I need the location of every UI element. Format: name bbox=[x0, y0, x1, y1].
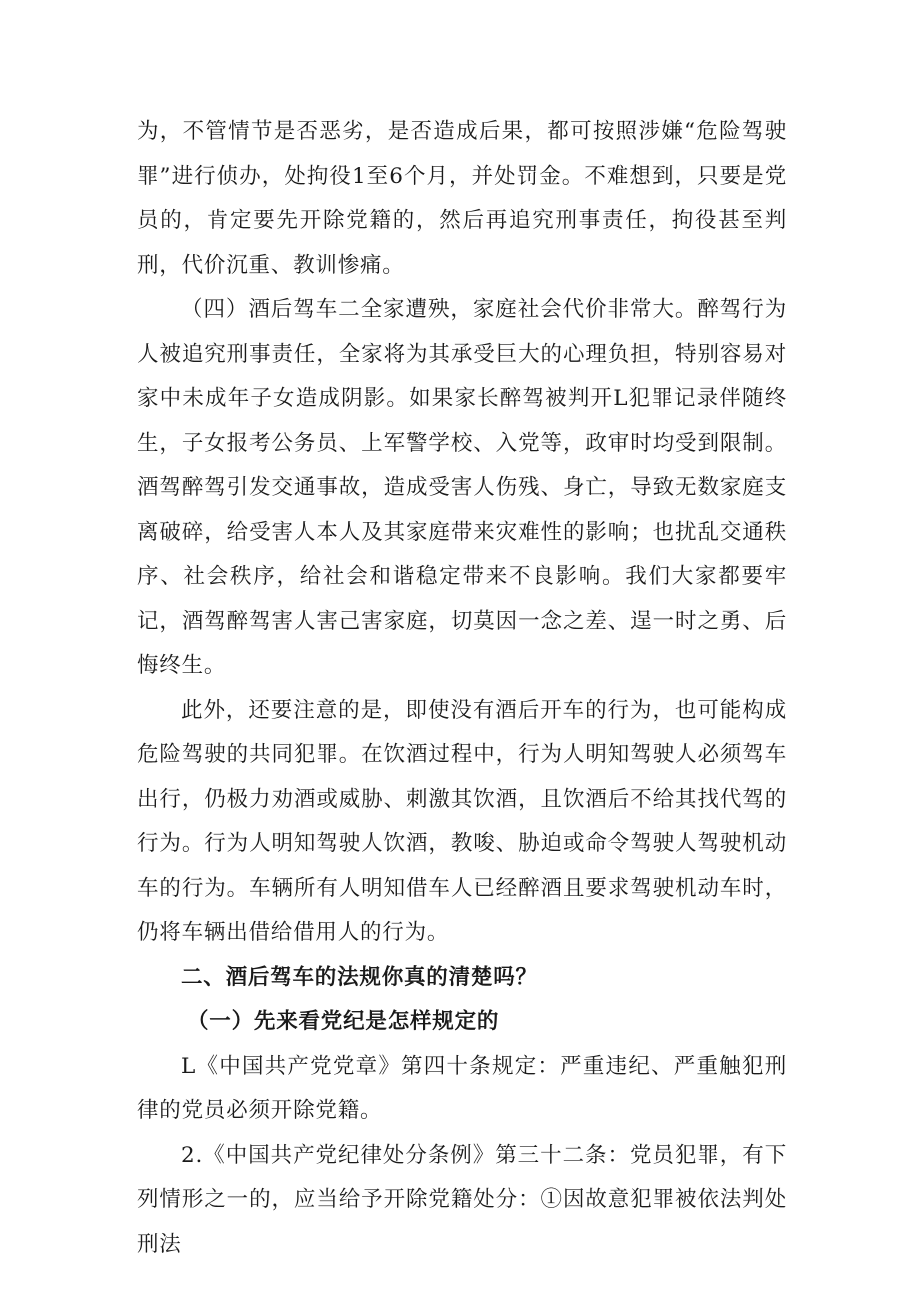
paragraph-discipline-regulations: 2.《中国共产党纪律处分条例》第三十二条：党员犯罪，有下列情形之一的，应当给予开除党籍处分：①因故意犯罪被依法判处刑法 bbox=[137, 1142, 787, 1257]
paragraph-party-constitution: L《中国共产党党章》第四十条规定：严重违纪、严重触犯刑律的党员必须开除党籍。 bbox=[137, 1053, 787, 1123]
subsection-heading-party-discipline: （一）先来看党纪是怎样规定的 bbox=[187, 1009, 500, 1034]
paragraph-penalty-consequences: 为，不管情节是否恶劣，是否造成后果，都可按照涉嫌“危险驾驶罪”进行侦办，处拘役1至6个月，并处罚金。不难想到，只要是党员的，肯定要先开除党籍的，然后再追究刑事责任，拘役甚至判刑，代价沉重、教训惨痛。 bbox=[137, 119, 787, 278]
paragraph-joint-crime: 此外，还要注意的是，即使没有酒后开车的行为，也可能构成危险驾驶的共同犯罪。在饮酒过程中，行为人明知驾驶人必须驾车出行，仍极力劝酒或威胁、刺激其饮酒，且饮酒后不给其找代驾的行为。行为人明知驾驶人饮酒，教唆、胁迫或命令驾驶人驾驶机动车的行为。车辆所有人明知借车人已经醉酒且要求驾驶机动车时，仍将车辆出借给借用人的行为。 bbox=[137, 697, 787, 945]
document-body bbox=[137, 110, 787, 1267]
section-heading-regulations: 二、酒后驾车的法规你真的清楚吗？ bbox=[181, 964, 538, 990]
paragraph-family-cost: （四）酒后驾车二全家遭殃，家庭社会代价非常大。醉驾行为人被追究刑事责任，全家将为其承受巨大的心理负担，特别容易对家中未成年子女造成阴影。如果家长醉驾被判开L犯罪记录伴随终生，子女报考公务员、上军警学校、入党等，政审时均受到限制。酒驾醉驾引发交通事故，造成受害人伤残、身亡，导致无数家庭支离破碎，给受害人本人及其家庭带来灾难性的影响；也扰乱交通秩序、社会秩序，给社会和谐稳定带来不良影响。我们大家都要牢记，酒驾醉驾害人害己害家庭，切莫因一念之差、逞一时之勇、后悔终生。 bbox=[137, 297, 787, 678]
